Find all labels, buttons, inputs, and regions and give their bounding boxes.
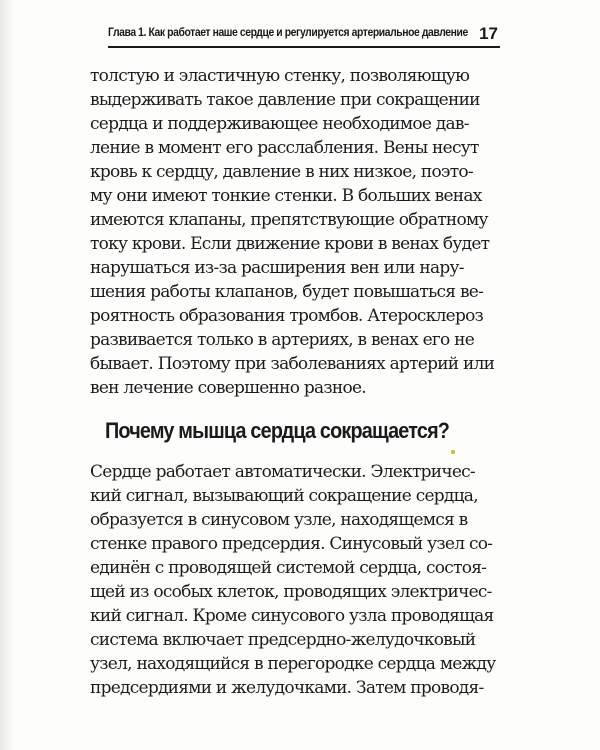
page-edge-shadow xyxy=(0,0,14,750)
text-line: имеются клапаны, препятствующие обратному xyxy=(90,210,488,230)
text-line: выдерживать такое давление при сокращении xyxy=(90,90,480,110)
text-line: стенке правого предсердия. Синусовый узел со- xyxy=(90,534,493,554)
text-line: образуется в синусовом узле, находящемся в xyxy=(90,510,468,530)
paragraph-veins xyxy=(90,64,506,400)
running-title: Глава 1. Как работает наше сердце и регулируется артериальное давление xyxy=(108,27,468,39)
text-line: система включает предсердно-желудочковый xyxy=(90,630,476,650)
text-line: развивается только в артериях, в венах его не xyxy=(90,330,475,350)
text-line: вен лечение совершенно разное. xyxy=(90,378,366,398)
page-number: 17 xyxy=(479,24,498,43)
text-line: узел, находящийся в перегородке сердца между xyxy=(90,654,496,674)
pencil-mark xyxy=(451,450,455,454)
text-line: предсердиями и желудочками. Затем проводя- xyxy=(90,678,484,698)
text-line: щей из особых клеток, проводящих электричес- xyxy=(90,582,492,602)
text-line: сердца и поддерживающее необходимое дав- xyxy=(90,114,469,134)
text-line: шения работы клапанов, будет повышаться ве- xyxy=(90,282,484,302)
text-line: бывает. Поэтому при заболеваниях артерий или xyxy=(90,354,495,374)
text-line: кий сигнал, вызывающий сокращение сердца, xyxy=(90,486,478,506)
running-header xyxy=(108,24,500,48)
text-line: толстую и эластичную стенку, позволяющую xyxy=(90,66,470,86)
paragraph-heart-automation xyxy=(90,460,506,700)
section-heading: Почему мышца сердца сокращается? xyxy=(105,418,450,443)
text-line: кий сигнал. Кроме синусового узла проводящая xyxy=(90,606,494,626)
text-line: кровь к сердцу, давление в них низкое, поэто- xyxy=(90,162,473,182)
text-line: роятность образования тромбов. Атеросклероз xyxy=(90,306,484,326)
text-line: му они имеют тонкие стенки. В больших венах xyxy=(90,186,482,206)
text-line: току крови. Если движение крови в венах будет xyxy=(90,234,490,254)
text-line: нарушаться из-за расширения вен или нару- xyxy=(90,258,464,278)
text-line: единён с проводящей системой сердца, состоя- xyxy=(90,558,487,578)
text-line: ление в момент его расслабления. Вены несут xyxy=(90,138,479,158)
text-line: Сердце работает автоматически. Электричес- xyxy=(90,462,475,482)
